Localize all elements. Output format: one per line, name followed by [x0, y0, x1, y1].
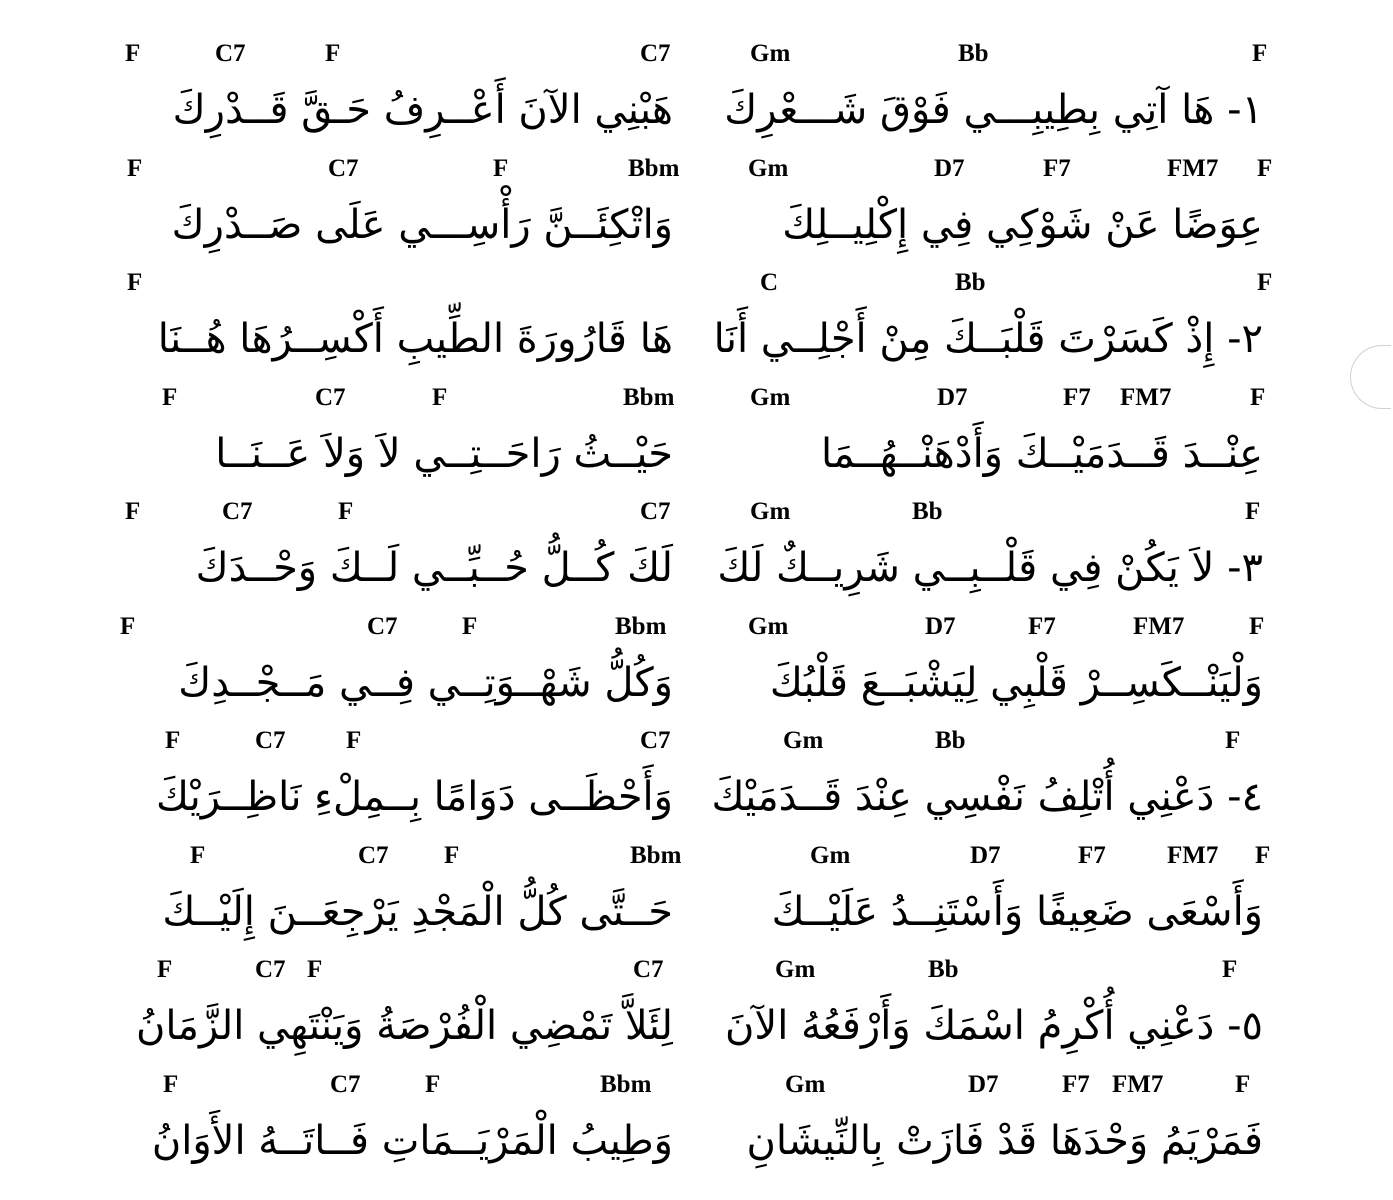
chord-label: F — [127, 269, 143, 296]
chord-label: F — [462, 612, 478, 640]
lyric-left: حَــتَّى كُلُّ الْمَجْدِ يَرْجِعَــنَ إِلَيْــكَ — [162, 888, 673, 935]
chord-label: C7 — [215, 40, 246, 67]
chord-label: F — [125, 498, 141, 525]
chord-label: F7 — [1063, 383, 1091, 411]
lyric-right: ١- هَا آتِي بِطِيبِـــي فَوْقَ شَـــعْرِكَ — [724, 87, 1263, 133]
lyric-left: لَكَ كُــلُّ حُــبِّــي لَــكَ وَحْــدَكَ — [195, 545, 673, 591]
chord-label: C7 — [640, 498, 671, 525]
chord-label: FM7 — [1120, 383, 1172, 411]
chord-label: F — [120, 612, 136, 640]
chord-label: F — [1252, 40, 1268, 67]
chord-label: C7 — [315, 383, 346, 411]
chord-label: Bb — [935, 727, 966, 754]
chord-label: F — [1245, 498, 1261, 525]
chord-label: C7 — [330, 1070, 361, 1098]
chord-label: F — [162, 383, 178, 411]
lyric-right: ٣- لاَ يَكُنْ فِي قَلْــبِــي شَرِيــكٌ لَكَ — [717, 545, 1263, 591]
chord-label: F — [127, 154, 143, 182]
chord-label: Bbm — [615, 612, 667, 640]
chord-label: Gm — [810, 841, 851, 869]
chord-label: F — [493, 154, 509, 182]
chord-label: FM7 — [1167, 154, 1219, 182]
chord-label: F — [1257, 154, 1273, 182]
chord-label: D7 — [937, 383, 968, 411]
chord-label: Bbm — [630, 841, 682, 869]
chord-label: F — [346, 727, 362, 754]
lyric-right: ٢- إِذْ كَسَرْتَ قَلْبَــكَ مِنْ أَجْلِــي أَنَا — [713, 316, 1263, 362]
chord-label: Bb — [928, 956, 959, 983]
lyric-left: وَأَحْظَــى دَوَامًا بِــمِلْءِ نَاظِــرَيْكَ — [155, 774, 673, 820]
chord-label: F — [163, 1070, 179, 1098]
chord-label: D7 — [934, 154, 965, 182]
chord-label: F — [1222, 956, 1238, 983]
chord-label: Bbm — [623, 383, 675, 411]
lyric-left: حَيْــثُ رَاحَــتِــي لاَ وَلاَ عَــنَــا — [215, 430, 673, 477]
chord-label: C — [760, 269, 779, 296]
chord-label: FM7 — [1133, 612, 1185, 640]
chord-label: C7 — [640, 727, 671, 754]
chord-label: Gm — [748, 612, 789, 640]
chord-label: F — [425, 1070, 441, 1098]
chord-label: FM7 — [1167, 841, 1219, 869]
chord-label: F7 — [1062, 1070, 1090, 1098]
lyric-right: فَمَرْيَمُ وَحْدَهَا قَدْ فَازَتْ بِالنِّيشَانِ — [746, 1117, 1263, 1164]
chord-label: F — [444, 841, 460, 869]
lyric-left: لِئَلاَّ تَمْضِي الْفُرْصَةُ وَيَنْتَهِي الزَّمَانُ — [135, 1003, 673, 1049]
chord-label: C7 — [358, 841, 389, 869]
chord-label: Bb — [912, 498, 943, 525]
chord-label: F — [1250, 383, 1266, 411]
chord-label: F — [432, 383, 448, 411]
chord-label: Gm — [750, 40, 791, 67]
chord-label: F — [157, 956, 173, 983]
lyric-left: هَا قَارُورَةَ الطِّيبِ أَكْسِــرُهَا هُــنَا — [157, 316, 673, 362]
chord-label: C7 — [255, 956, 286, 983]
chord-label: F — [125, 40, 141, 67]
chord-label: Bbm — [628, 154, 680, 182]
chord-label: D7 — [925, 612, 956, 640]
chord-label: F — [1249, 612, 1265, 640]
chord-label: C7 — [222, 498, 253, 525]
chord-label: F — [1235, 1070, 1251, 1098]
chord-label: C7 — [640, 40, 671, 67]
chord-label: Gm — [775, 956, 816, 983]
chord-label: Bb — [958, 40, 989, 67]
lyric-right: وَأَسْعَى ضَعِيفًا وَأَسْتَنِــدُ عَلَيْــكَ — [771, 888, 1263, 935]
chord-label: Bbm — [600, 1070, 652, 1098]
chord-label: D7 — [970, 841, 1001, 869]
lyric-right: ٥- دَعْنِي أُكْرِمُ اسْمَكَ وَأَرْفَعُهُ الآنَ — [725, 1003, 1263, 1049]
chord-label: C7 — [328, 154, 359, 182]
lyric-right: ٤- دَعْنِي أُتْلِفُ نَفْسِي عِنْدَ قَــدَمَيْكَ — [711, 774, 1263, 820]
lyric-right: وَلْيَنْــكَسِــرْ قَلْبِي لِيَشْبَــعَ قَلْبُكَ — [769, 659, 1263, 706]
chord-label: F — [338, 498, 354, 525]
chord-label: C7 — [255, 727, 286, 754]
chord-label: F — [165, 727, 181, 754]
lyric-left: وَطِيبُ الْمَرْيَــمَاتِ فَــاتَــهُ الأَوَانُ — [151, 1117, 673, 1164]
chord-label: F7 — [1078, 841, 1106, 869]
chord-label: FM7 — [1112, 1070, 1164, 1098]
chord-label: Gm — [748, 154, 789, 182]
chord-label: F — [325, 40, 341, 67]
scan-mark — [1350, 345, 1391, 409]
lyric-left: هَبْنِي الآنَ أَعْــرِفُ حَـقَّ قَــدْرِكَ — [172, 87, 673, 133]
lyric-left: وَاتْكِئَــنَّ رَأْسِـــي عَلَى صَــدْرِكَ — [171, 201, 673, 248]
chord-label: F7 — [1043, 154, 1071, 182]
chord-label: Gm — [785, 1070, 826, 1098]
chord-label: Gm — [750, 498, 791, 525]
chord-label: F — [307, 956, 323, 983]
lyric-right: عِوَضًا عَنْ شَوْكِي فِي إِكْلِيــلِكَ — [782, 201, 1263, 248]
chord-label: Gm — [783, 727, 824, 754]
lyric-left: وَكُلُّ شَهْــوَتِــي فِــي مَــجْــدِكَ — [178, 659, 673, 706]
lyric-right: عِنْــدَ قَــدَمَيْــكَ وَأَدْهَنْــهُــمَا — [820, 430, 1263, 477]
chord-label: F — [1225, 727, 1241, 754]
chord-label: F7 — [1028, 612, 1056, 640]
chord-label: F — [1257, 269, 1273, 296]
chord-label: Bb — [955, 269, 986, 296]
chord-label: C7 — [633, 956, 664, 983]
chord-label: F — [1255, 841, 1271, 869]
chord-label: Gm — [750, 383, 791, 411]
chord-label: C7 — [367, 612, 398, 640]
chord-label: F — [190, 841, 206, 869]
chord-label: D7 — [968, 1070, 999, 1098]
